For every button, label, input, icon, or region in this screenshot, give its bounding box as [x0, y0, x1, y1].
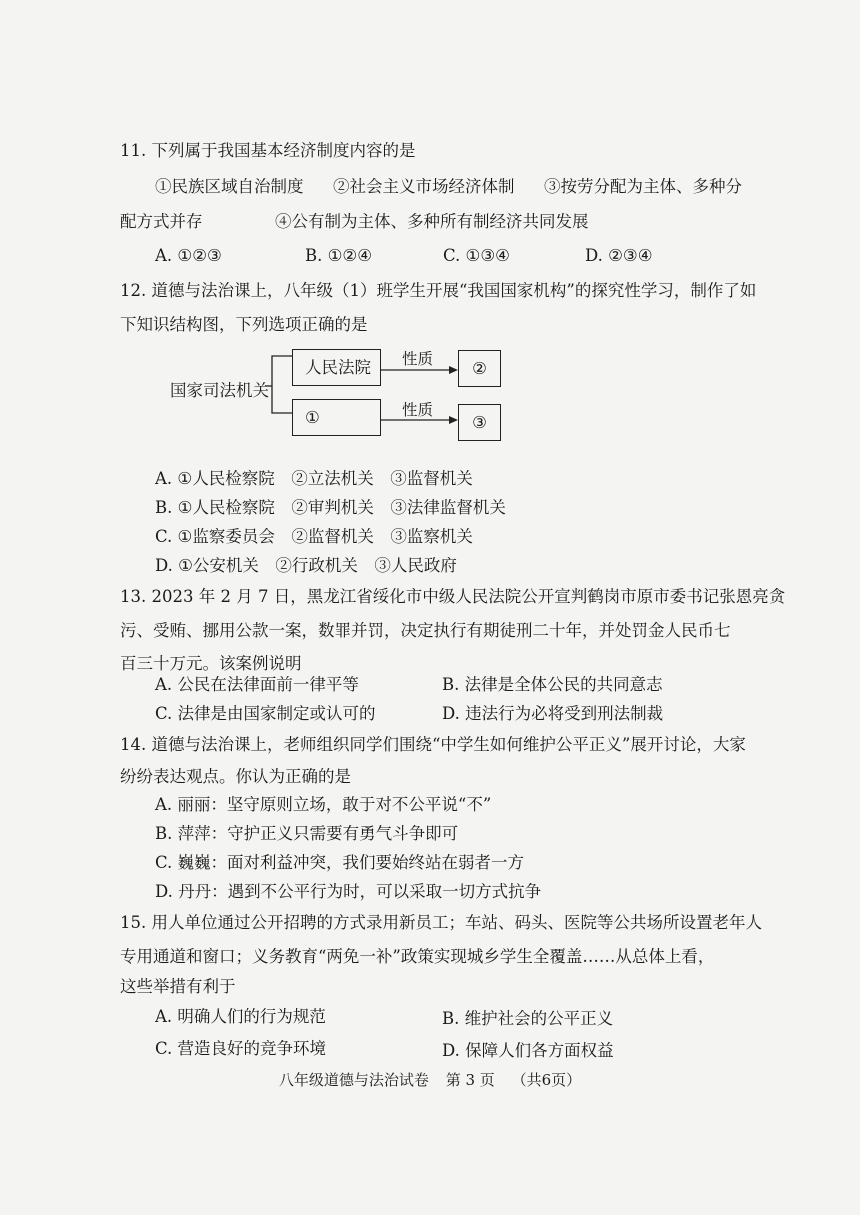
q15-stem-line3: 这些举措有利于 — [120, 977, 236, 996]
q15-option-c: C. 营造良好的竞争环境 — [155, 1039, 327, 1058]
q13-option-d: D. 违法行为必将受到刑法制裁 — [442, 704, 664, 723]
q11-item-3-cont: 配方式并存 — [120, 212, 203, 231]
diagram-box-1: ① — [292, 399, 381, 436]
q11-item-1: ①民族区域自治制度 — [155, 177, 304, 196]
diagram-arrow-label-2: 性质 — [402, 401, 434, 419]
q14-option-d: D. 丹丹：遇到不公平行为时，可以采取一切方式抗争 — [155, 882, 542, 901]
diagram-target-3: ③ — [458, 404, 501, 441]
q12-option-a: A. ①人民检察院 ②立法机关 ③监督机关 — [155, 469, 473, 488]
diagram-target-2: ② — [458, 350, 501, 387]
q14-option-c: C. 巍巍：面对利益冲突，我们要始终站在弱者一方 — [155, 853, 525, 872]
q14-stem-line2: 纷纷表达观点。你认为正确的是 — [120, 767, 351, 786]
q13-option-c: C. 法律是由国家制定或认可的 — [155, 704, 376, 723]
q12-stem-line2: 下知识结构图，下列选项正确的是 — [120, 315, 368, 334]
q11-item-2: ②社会主义市场经济体制 — [333, 177, 515, 196]
q15-stem-line1: 15. 用人单位通过公开招聘的方式录用新员工；车站、码头、医院等公共场所设置老年人 — [120, 913, 762, 932]
page-footer — [0, 1069, 860, 1090]
q15-option-a: A. 明确人们的行为规范 — [155, 1007, 326, 1026]
diagram-root-label: 国家司法机关 — [170, 381, 269, 400]
diagram-arrow-label-1: 性质 — [402, 350, 434, 368]
q15-option-b: B. 维护社会的公平正义 — [442, 1009, 614, 1028]
q11-option-d: D. ②③④ — [585, 246, 653, 265]
diagram-box-court: 人民法院 — [292, 349, 381, 386]
q12-option-b: B. ①人民检察院 ②审判机关 ③法律监督机关 — [155, 498, 506, 517]
q11-stem: 11. 下列属于我国基本经济制度内容的是 — [120, 141, 416, 160]
q14-stem-line1: 14. 道德与法治课上，老师组织同学们围绕“中学生如何维护公平正义”展开讨论，大家 — [120, 735, 746, 754]
q11-option-a: A. ①②③ — [155, 246, 222, 265]
q13-stem-line1: 13. 2023 年 2 月 7 日，黑龙江省绥化市中级人民法院公开宣判鹤岗市原市委书记张恩亮贪 — [120, 587, 786, 606]
q11-item-3: ③按劳分配为主体、多种分 — [544, 177, 742, 196]
q11-item-4: ④公有制为主体、多种所有制经济共同发展 — [275, 212, 589, 231]
q13-option-a: A. 公民在法律面前一律平等 — [155, 675, 359, 694]
q12-option-d: D. ①公安机关 ②行政机关 ③人民政府 — [155, 556, 457, 575]
q13-option-b: B. 法律是全体公民的共同意志 — [442, 675, 663, 694]
q11-option-c: C. ①③④ — [443, 246, 510, 265]
q11-option-b: B. ①②④ — [305, 246, 372, 265]
q15-option-d: D. 保障人们各方面权益 — [442, 1041, 614, 1060]
q14-option-a: A. 丽丽：坚守原则立场，敢于对不公平说“不” — [155, 795, 492, 814]
footer-title: 八年级道德与法治试卷 — [278, 1071, 429, 1089]
q13-stem-line3: 百三十万元。该案例说明 — [120, 654, 302, 673]
q14-option-b: B. 萍萍：守护正义只需要有勇气斗争即可 — [155, 824, 459, 843]
footer-page-number: 第 3 页 — [445, 1071, 495, 1089]
footer-total-pages: （共6页） — [511, 1071, 582, 1089]
q13-stem-line2: 污、受贿、挪用公款一案，数罪并罚，决定执行有期徒刑二十年，并处罚金人民币七 — [120, 621, 731, 640]
q12-option-c: C. ①监察委员会 ②监督机关 ③监察机关 — [155, 527, 473, 546]
q12-stem-line1: 12. 道德与法治课上，八年级（1）班学生开展“我国国家机构”的探究性学习，制作了如 — [120, 281, 757, 300]
q15-stem-line2: 专用通道和窗口；义务教育“两免一补”政策实现城乡学生全覆盖……从总体上看， — [120, 947, 715, 966]
